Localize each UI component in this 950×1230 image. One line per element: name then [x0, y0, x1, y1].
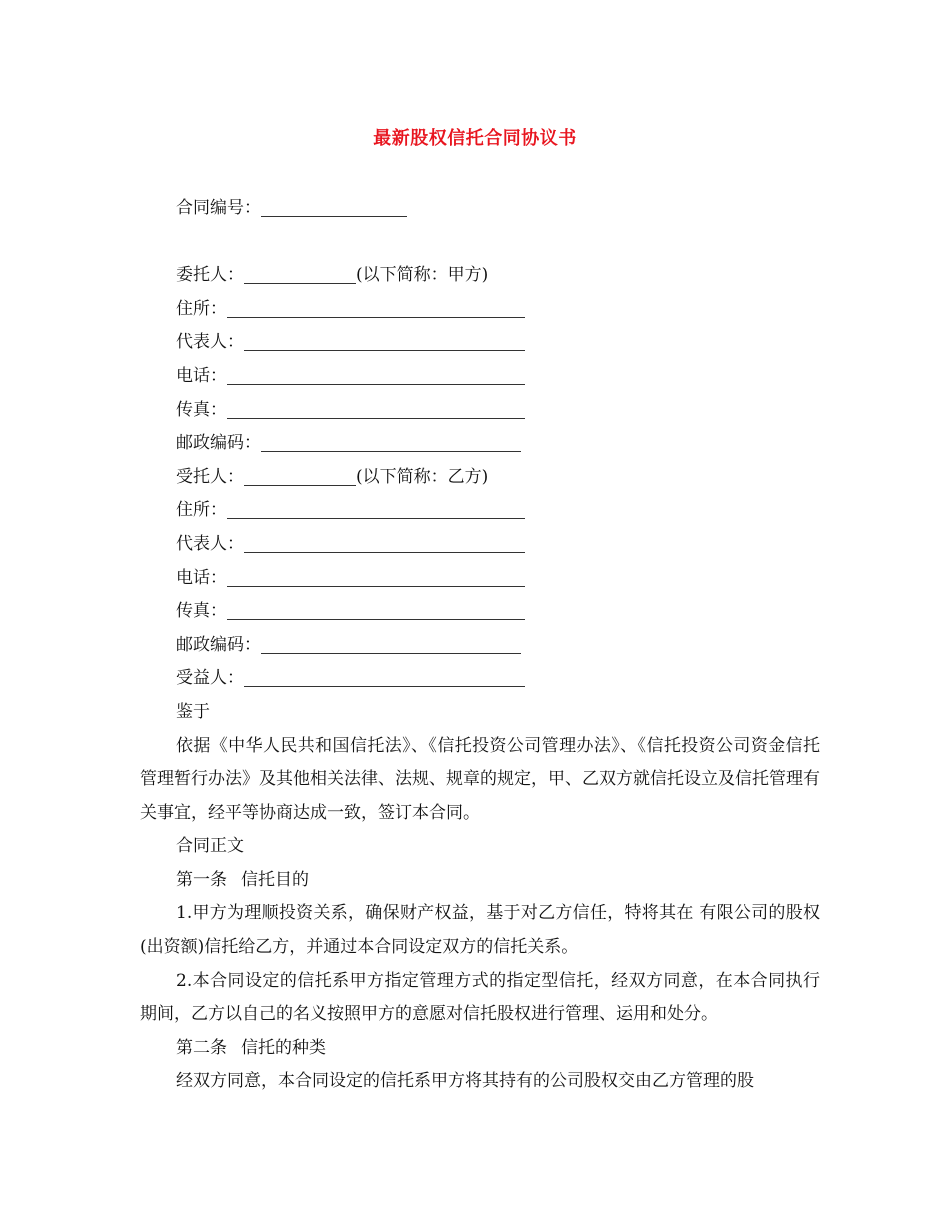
trustee-label: 受托人：: [176, 466, 244, 487]
main-text-heading: 合同正文: [176, 836, 244, 857]
article-2-heading: [140, 1032, 820, 1066]
trustee-phone-label: 电话：: [176, 567, 227, 588]
trustor-address-line: [140, 293, 820, 327]
trustee-postcode-line: [140, 629, 820, 663]
article-1-title: 信托目的: [241, 869, 309, 890]
trustor-fax-line: [140, 394, 820, 428]
trustor-fax-blank[interactable]: [227, 398, 525, 419]
article-2-paragraph: 经双方同意，本合同设定的信托系甲方将其持有的公司股权交由乙方管理的股: [176, 1071, 754, 1092]
trustee-phone-blank[interactable]: [227, 566, 525, 587]
trustee-representative-line: [140, 528, 820, 562]
article-1-number: 第一条: [176, 869, 227, 890]
trustee-address-label: 住所：: [176, 500, 227, 521]
trustor-postcode-label: 邮政编码：: [176, 433, 261, 454]
trustor-representative-blank[interactable]: [244, 330, 525, 351]
trustee-postcode-blank[interactable]: [261, 633, 521, 654]
trustee-fax-label: 传真：: [176, 601, 227, 622]
trustor-representative-line: [140, 326, 820, 360]
trustor-note: (以下简称：甲方): [356, 265, 489, 286]
contract-number-blank[interactable]: [261, 196, 407, 217]
article-2-title: 信托的种类: [241, 1037, 326, 1058]
article-2-number: 第二条: [176, 1037, 227, 1058]
trustee-fax-blank[interactable]: [227, 599, 525, 620]
trustor-line: [140, 259, 820, 293]
trustor-postcode-blank[interactable]: [261, 431, 521, 452]
trustor-address-label: 住所：: [176, 298, 227, 319]
article-1-heading: [140, 864, 820, 898]
trustor-representative-label: 代表人：: [176, 332, 244, 353]
trustor-postcode-line: [140, 427, 820, 461]
beneficiary-label: 受益人：: [176, 668, 244, 689]
trustee-phone-line: [140, 562, 820, 596]
trustor-phone-label: 电话：: [176, 365, 227, 386]
trustee-blank[interactable]: [244, 465, 356, 486]
trustor-phone-blank[interactable]: [227, 364, 525, 385]
trustee-representative-blank[interactable]: [244, 532, 525, 553]
trustor-fax-label: 传真：: [176, 399, 227, 420]
beneficiary-blank[interactable]: [244, 666, 525, 687]
trustor-address-blank[interactable]: [227, 297, 525, 318]
document-title: 最新股权信托合同协议书: [373, 128, 577, 149]
whereas-heading: 鉴于: [176, 701, 210, 722]
trustor-blank[interactable]: [244, 263, 356, 284]
beneficiary-line: [140, 662, 820, 696]
trustee-line: [140, 461, 820, 495]
clause-2-paragraph: 2.本合同设定的信托系甲方指定管理方式的指定型信托，经双方同意，在本合同执行期间，乙方以自己的名义按照甲方的意愿对信托股权进行管理、运用和处分。: [140, 970, 820, 1025]
clause-1-paragraph: 1.甲方为理顺投资关系，确保财产权益，基于对乙方信任，特将其在 有限公司的股权(出资额)信托给乙方，并通过本合同设定双方的信托关系。: [140, 903, 820, 958]
preamble-paragraph: 依据《中华人民共和国信托法》、《信托投资公司管理办法》、《信托投资公司资金信托管理暂行办法》及其他相关法律、法规、规章的规定，甲、乙双方就信托设立及信托管理有关事宜，经平等协商达成一致，签订本合同。: [140, 735, 820, 823]
parties-heading: [140, 226, 820, 260]
trustee-address-line: [140, 494, 820, 528]
trustee-fax-line: [140, 595, 820, 629]
contract-number-line: [140, 192, 820, 226]
trustor-label: 委托人：: [176, 265, 244, 286]
document-content: [140, 192, 820, 1099]
trustee-representative-label: 代表人：: [176, 533, 244, 554]
trustee-address-blank[interactable]: [227, 498, 525, 519]
trustee-note: (以下简称：乙方): [356, 466, 489, 487]
contract-number-label: 合同编号：: [176, 198, 261, 218]
trustee-postcode-label: 邮政编码：: [176, 634, 261, 655]
trustor-phone-line: [140, 360, 820, 394]
